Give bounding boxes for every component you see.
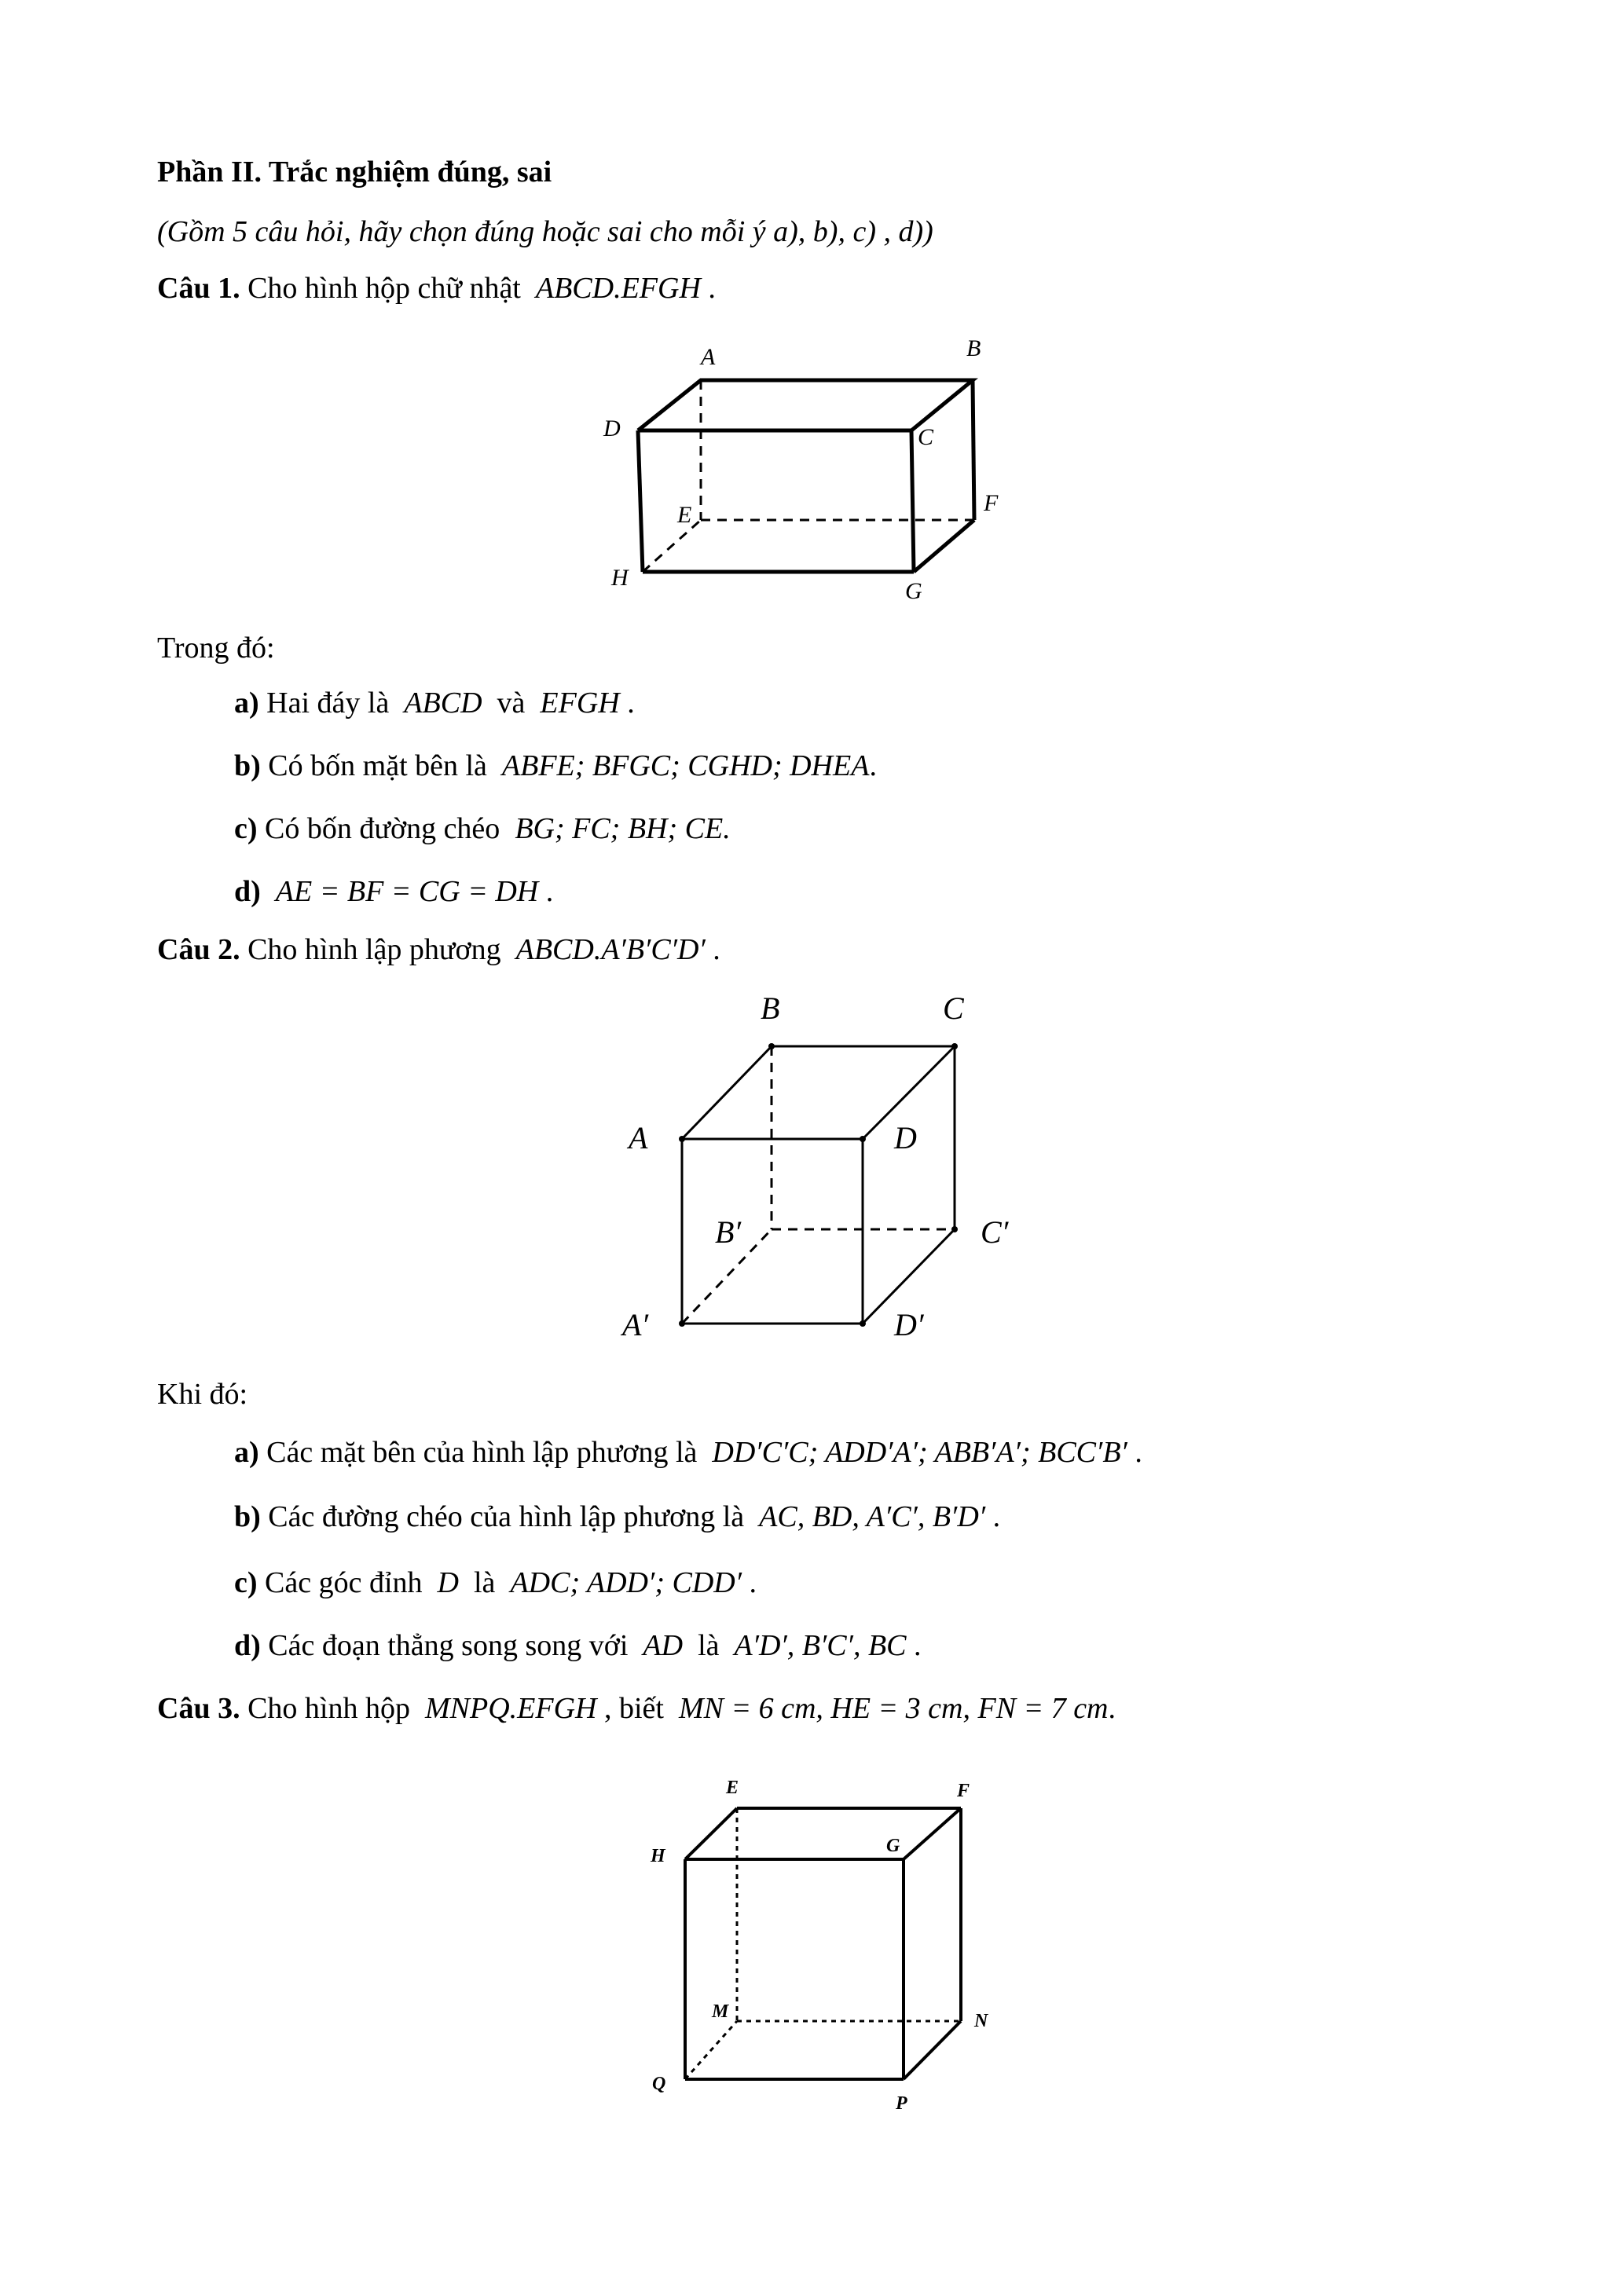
label-D: D xyxy=(894,1120,917,1155)
item-math: DD′C′C; ADD′A′; ABB′A′; BCC′B′ xyxy=(712,1436,1127,1469)
item-math2: A′D′, B′C′, BC xyxy=(734,1629,907,1662)
label-H: H xyxy=(651,1846,665,1866)
item-mid: và xyxy=(497,687,526,720)
label-A: A xyxy=(629,1120,648,1155)
item-tail: . xyxy=(1135,1436,1142,1469)
question-text: Cho hình hộp chữ nhật xyxy=(247,272,521,305)
question-math: ABCD.EFGH xyxy=(535,272,701,305)
edge-CG xyxy=(911,430,914,572)
question-tail: . xyxy=(708,272,716,305)
item-math2: EFGH xyxy=(540,687,620,720)
item-math2: ADC; ADD′; CDD′ xyxy=(510,1566,742,1599)
label-D: D xyxy=(603,416,621,441)
label-P: P xyxy=(896,2093,907,2114)
question-2 xyxy=(157,935,720,965)
q1-item-d xyxy=(234,877,553,906)
item-label: d) xyxy=(234,1629,261,1662)
item-label: b) xyxy=(234,749,261,782)
question-label: Câu 3. xyxy=(157,1692,240,1725)
question-3 xyxy=(157,1694,1116,1723)
label-A: A xyxy=(701,344,716,370)
edge-AB xyxy=(682,1046,772,1139)
label-G: G xyxy=(905,578,922,604)
edge-HE xyxy=(685,1808,737,1859)
q1-item-c xyxy=(234,814,731,844)
item-text: Các đường chéo của hình lập phương là xyxy=(268,1500,745,1533)
edge-QM-hidden xyxy=(685,2021,737,2079)
item-tail: . xyxy=(749,1566,757,1599)
label-C: C xyxy=(918,424,934,450)
edge-GF xyxy=(904,1808,961,1859)
item-label: a) xyxy=(234,687,259,720)
q2-intro: Khi đó: xyxy=(157,1378,248,1411)
q2-item-d xyxy=(234,1631,922,1661)
label-C: C xyxy=(943,991,964,1026)
label-G: G xyxy=(886,1836,900,1856)
vertex-A xyxy=(679,1136,685,1142)
item-tail: . xyxy=(869,749,877,782)
item-mid: là xyxy=(698,1629,720,1662)
question-mid: , biết xyxy=(603,1692,664,1725)
item-tail: . xyxy=(545,875,554,908)
q1-item-a xyxy=(234,688,635,718)
item-math: AC, BD, A′C′, B′D′ xyxy=(759,1500,986,1533)
item-label: a) xyxy=(234,1436,259,1469)
item-label: c) xyxy=(234,812,258,845)
edge-DH xyxy=(638,430,643,572)
label-A1: A′ xyxy=(622,1307,649,1342)
vertex-A1 xyxy=(679,1320,685,1327)
question-label: Câu 1. xyxy=(157,272,240,305)
q2-item-b xyxy=(234,1502,1000,1532)
vertex-C xyxy=(951,1043,958,1049)
label-Q: Q xyxy=(652,2074,666,2094)
question-math: MNPQ.EFGH xyxy=(424,1692,597,1725)
item-math: D xyxy=(437,1566,459,1599)
label-N: N xyxy=(974,2011,988,2031)
item-text: Các đoạn thẳng song song với xyxy=(268,1629,629,1662)
question-label: Câu 2. xyxy=(157,933,240,966)
item-text: Có bốn đường chéo xyxy=(265,812,500,845)
item-math: BG; FC; BH; CE. xyxy=(515,812,731,845)
q2-item-c xyxy=(234,1568,757,1598)
question-text: Cho hình lập phương xyxy=(247,933,501,966)
vertex-D xyxy=(860,1136,866,1142)
item-tail: . xyxy=(914,1629,922,1662)
edge-PN xyxy=(904,2021,961,2079)
label-D1: D′ xyxy=(894,1307,924,1342)
item-mid: là xyxy=(474,1566,496,1599)
label-B: B xyxy=(966,335,981,361)
label-E: E xyxy=(726,1778,739,1798)
label-E: E xyxy=(677,502,692,528)
item-text: Các mặt bên của hình lập phương là xyxy=(266,1436,698,1469)
item-text: Các góc đỉnh xyxy=(265,1566,423,1599)
question-tail: . xyxy=(713,933,720,966)
label-M: M xyxy=(712,2001,729,2022)
section-title: Phần II. Trắc nghiệm đúng, sai xyxy=(157,156,552,189)
vertex-B xyxy=(768,1043,775,1049)
edge-GF xyxy=(914,520,974,572)
label-F: F xyxy=(957,1781,970,1801)
edge-HE-hidden xyxy=(643,520,701,572)
item-text: Có bốn mặt bên là xyxy=(268,749,487,782)
top-face-edges xyxy=(638,380,973,430)
label-B1: B′ xyxy=(715,1214,742,1250)
label-B: B xyxy=(761,991,780,1026)
q2-item-a xyxy=(234,1437,1142,1467)
item-math: ABCD xyxy=(404,687,482,720)
item-label: b) xyxy=(234,1500,261,1533)
vertex-C1 xyxy=(951,1226,958,1232)
question-math2: MN = 6 cm, HE = 3 cm, FN = 7 cm xyxy=(678,1692,1109,1725)
question-text: Cho hình hộp xyxy=(247,1692,410,1725)
label-F: F xyxy=(984,490,999,516)
item-label: c) xyxy=(234,1566,258,1599)
item-math: ABFE; BFGC; CGHD; DHEA xyxy=(501,749,870,782)
q1-intro: Trong đó: xyxy=(157,632,275,665)
label-H: H xyxy=(611,565,629,591)
item-tail: . xyxy=(992,1500,1001,1533)
section-subtitle: (Gồm 5 câu hỏi, hãy chọn đúng hoặc sai cho mỗi ý a), b), c) , d)) xyxy=(157,215,933,248)
label-C1: C′ xyxy=(981,1214,1009,1250)
item-math: AD xyxy=(643,1629,684,1662)
item-label: d) xyxy=(234,875,261,908)
question-math: ABCD.A′B′C′D′ xyxy=(515,933,706,966)
item-tail: . xyxy=(627,687,635,720)
question-tail: . xyxy=(1108,1692,1116,1725)
item-math: AE = BF = CG = DH xyxy=(275,875,539,908)
q1-item-b xyxy=(234,751,877,781)
edge-BF xyxy=(973,380,974,520)
vertex-D1 xyxy=(860,1320,866,1327)
item-text: Hai đáy là xyxy=(266,687,390,720)
